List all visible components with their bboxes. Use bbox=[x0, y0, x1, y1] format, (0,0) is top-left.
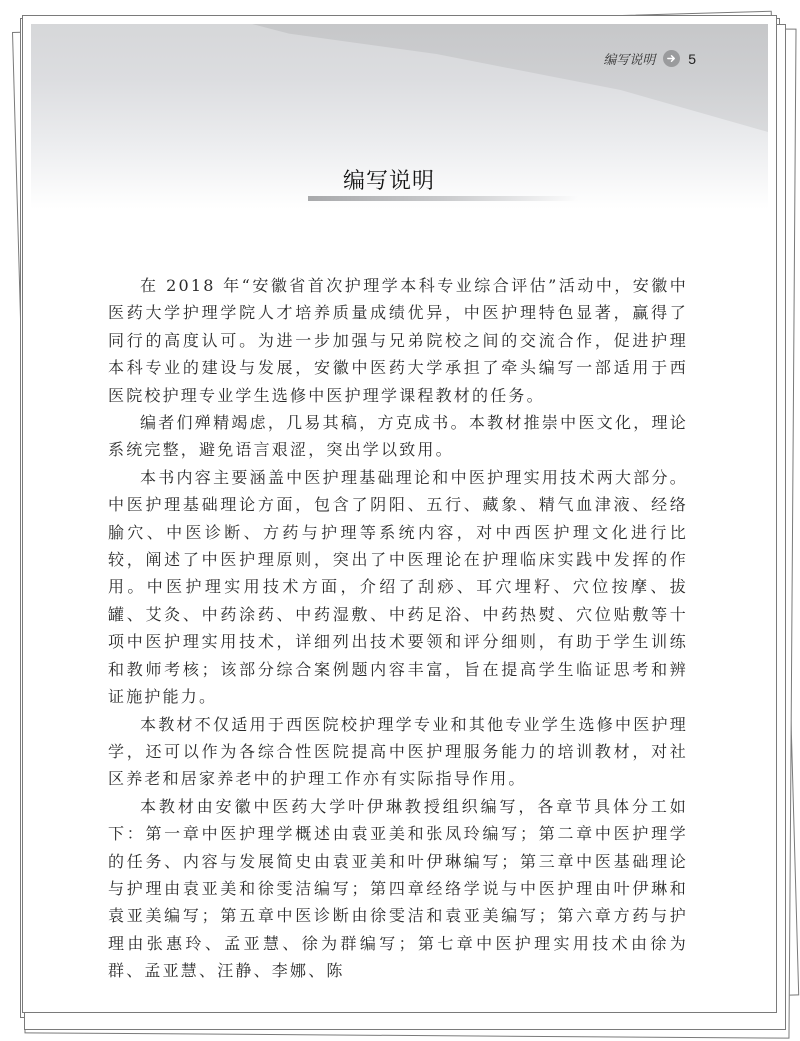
running-header bbox=[603, 49, 696, 68]
arrow-right-circle-icon bbox=[663, 50, 680, 67]
chapter-heading bbox=[308, 164, 568, 204]
paragraph: 本书内容主要涵盖中医护理基础理论和中医护理实用技术两大部分。中医护理基础理论方面，包含了阴阳、五行、藏象、精气血津液、经络腧穴、中医诊断、方药与护理等系统内容，对中西医护理文化进行比较，阐述了中医护理原则，突出了中医理论在护理临床实践中发挥的作用。中医护理实用技术方面，介绍了刮痧、耳穴埋籽、穴位按摩、拔罐、艾灸、中药涂药、中药湿敷、中药足浴、中药热熨、穴位贴敷等十项中医护理实用技术，详细列出技术要领和评分细则，有助于学生训练和教师考核；该部分综合案例题内容丰富，旨在提高学生临证思考和辨证施护能力。 bbox=[108, 467, 688, 707]
paragraph: 本教材由安徽中医药大学叶伊琳教授组织编写，各章节具体分工如下：第一章中医护理学概述由袁亚美和张凤玲编写；第二章中医护理学的任务、内容与发展简史由袁亚美和叶伊琳编写；第三章中医基础理论与护理由袁亚美和徐雯洁编写；第四章经络学说与中医护理由叶伊琳和袁亚美编写；第五章中医诊断由徐雯洁和袁亚美编写；第六章方药与护理由张惠玲、孟亚慧、徐为群编写；第七章中医护理实用技术由徐为群、孟亚慧、汪静、李娜、陈 bbox=[108, 796, 688, 981]
paragraph: 编者们殚精竭虑，几易其稿，方克成书。本教材推崇中医文化，理论系统完整，避免语言艰涩，突出学以致用。 bbox=[108, 413, 688, 460]
page-number: 5 bbox=[688, 50, 696, 67]
running-header-title: 编写说明 bbox=[603, 53, 656, 68]
body-text bbox=[108, 272, 688, 985]
paragraph: 本教材不仅适用于西医院校护理学专业和其他专业学生选修中医护理学，还可以作为各综合性医院提高中医护理服务能力的培训教材，对社区养老和居家养老中的护理工作亦有实际指导作用。 bbox=[108, 714, 688, 789]
chapter-title: 编写说明 bbox=[343, 169, 436, 194]
paragraph: 在 2018 年“安徽省首次护理学本科专业综合评估”活动中，安徽中医药大学护理学院人才培养质量成绩优异，中医护理特色显著，赢得了同行的高度认可。为进一步加强与兄弟院校之间的交流合作，促进护理本科专业的建设与发展，安徽中医药大学承担了牵头编写一部适用于西医院校护理专业学生选修中医护理学课程教材的任务。 bbox=[108, 276, 688, 405]
title-underline bbox=[308, 196, 578, 201]
